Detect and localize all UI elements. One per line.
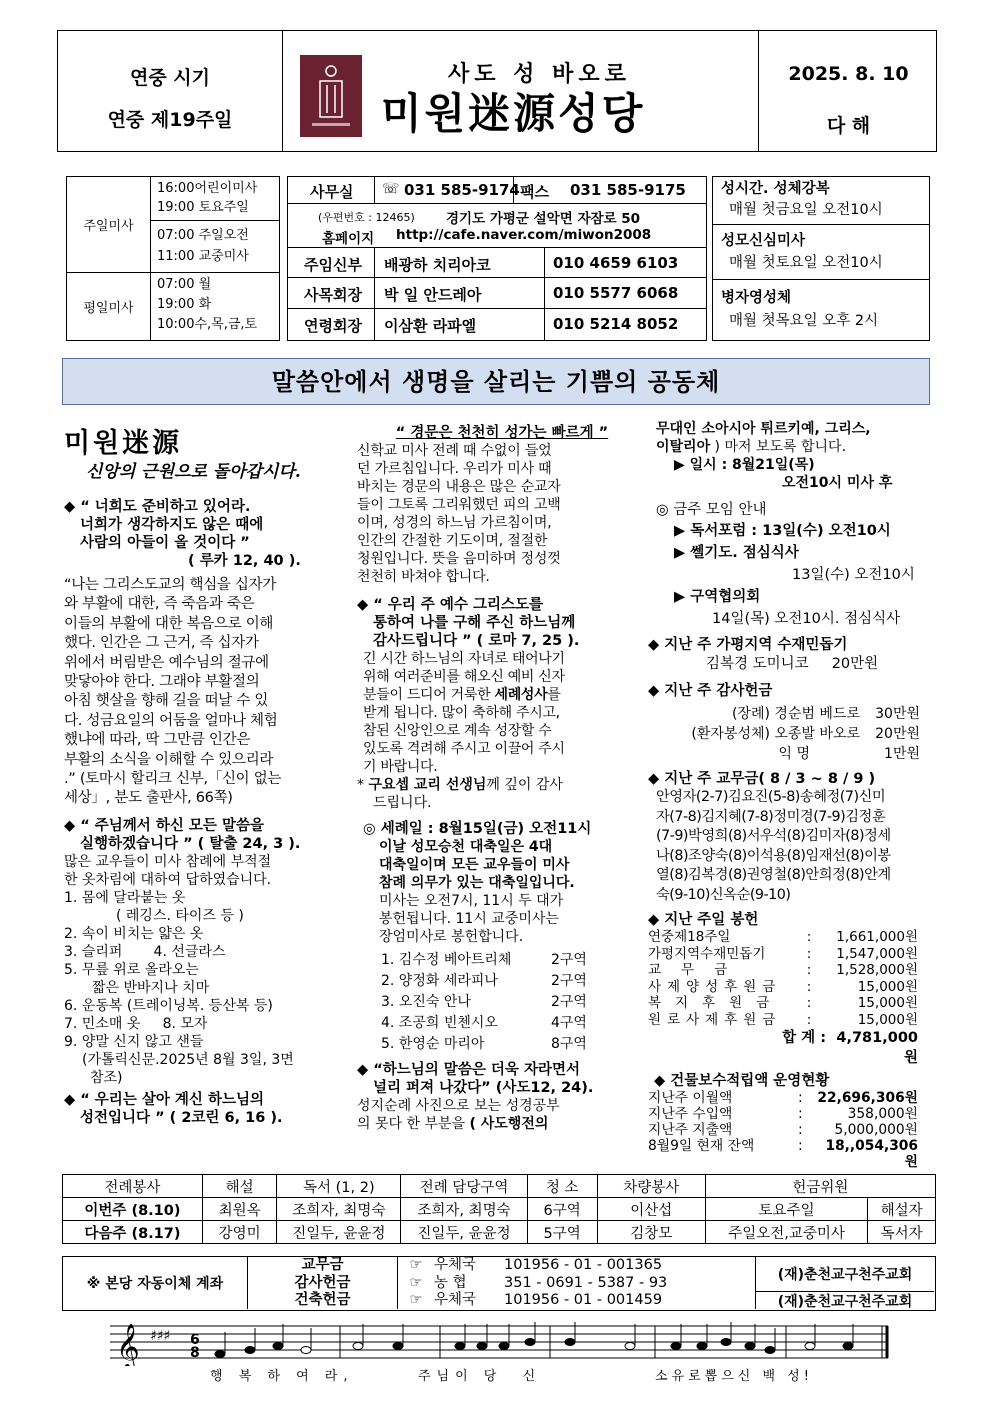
office-row: 사무실 ☏ 031 585-9174 팩스 031 585-9175 bbox=[288, 177, 706, 204]
special-mass-box bbox=[712, 176, 930, 341]
pilgrimage-paragraph: 성지순례 사진으로 보는 성경공부 의 못다 한 부분을 ( 사도행전의 bbox=[357, 1098, 560, 1132]
season-cell bbox=[58, 31, 283, 151]
scripture-quote: ◆ “ 주님께서 하신 모든 말씀을 실행하겠습니다 ” ( 탈출 24, 3 ). bbox=[64, 817, 301, 852]
slogan-text: 신앙의 근원으로 돌아갑시다. bbox=[86, 462, 301, 482]
special-item: 성시간. 성체강복 매월 첫금요일 오전10시 bbox=[713, 177, 929, 225]
list-item: ☞ 농 협 351 - 0691 - 5387 - 93 bbox=[398, 1275, 755, 1293]
list-item: 1. 김수정 베아트리체 2구역 bbox=[381, 952, 587, 968]
list-item: 연중제18주일 : 1,661,000원 bbox=[648, 929, 918, 945]
column-right bbox=[648, 420, 938, 1170]
scripture-quote: ◆ “ 우리는 살아 계신 하느님의 성전입니다 ” ( 2코린 6, 16 ). bbox=[64, 1091, 283, 1126]
gift-list bbox=[648, 704, 938, 764]
account-owner: (재)춘천교구천주교회 bbox=[756, 1257, 934, 1292]
phone-icon: ☏ bbox=[382, 181, 400, 197]
scripture-quote: ◆ “하느님의 말씀은 더욱 자라면서 널리 퍼져 나갔다” (사도12, 24). bbox=[357, 1062, 594, 1096]
tithe-list: 안영자(2-7)김요진(5-8)송혜정(7)신미 자(7-8)김지혜(7-8)정미경(7-9)김정훈 (7-9)박영희(8)서우석(8)김미자(8)정세 나(8)조양숙(8)이석용(8)임재선(8)이봉 열(8)김복경(8)권영철(8)안희정(8)안계 숙(9-10)신옥순(9-10) bbox=[656, 789, 891, 903]
relief-line: 김복경 도미니코 20만원 bbox=[706, 656, 879, 672]
list-item: 지난주 지출액 : 5,000,000원 bbox=[648, 1122, 918, 1138]
list-item: 8월9일 현재 잔액 : 18,,054,306원 bbox=[648, 1138, 918, 1170]
church-name: 미원迷源성당 bbox=[381, 89, 646, 138]
service-table bbox=[62, 1174, 936, 1244]
pointing-hand-icon: ☞ bbox=[409, 1274, 423, 1291]
church-logo-icon bbox=[300, 55, 362, 137]
pointing-hand-icon: ☞ bbox=[409, 1292, 423, 1308]
list-item: 교무금 : 1,528,000원 bbox=[648, 962, 918, 978]
section-title: ◆ 지난 주 감사헌금 bbox=[648, 683, 773, 699]
meeting-title: ◎ 금주 모임 안내 bbox=[656, 502, 767, 518]
contact-box bbox=[287, 176, 707, 341]
contact-row: 연령회장 이삼환 라파엘 010 5214 8052 bbox=[288, 309, 706, 340]
address-block: (우편번호 : 12465) 경기도 가평군 설악면 자잠로 50 홈페이지 http://cafe.naver.com/miwon2008 bbox=[288, 204, 706, 248]
list-item: 3. 오진숙 안나 2구역 bbox=[381, 994, 587, 1010]
list-item: 익 명 1만원 bbox=[778, 746, 920, 762]
svg-text:8: 8 bbox=[190, 1345, 200, 1361]
section-title: ◆ 지난 주 가평지역 수재민돕기 bbox=[648, 637, 848, 653]
list-item: ☞ 우체국 101956 - 01 - 001365 bbox=[398, 1257, 755, 1275]
section-title: ◆ 건물보수적립액 운영현황 bbox=[654, 1073, 830, 1089]
meeting-list: ▶ 독서포럼 : 13일(수) 오전10시 ▶ 쎌기도. 점심식사 13일(수) 오전10시 ▶ 구역협의회 14일(목) 오전10시. 점심식사 bbox=[674, 523, 915, 627]
list-item: 사제양성후원금 : 15,000원 bbox=[648, 978, 918, 995]
pilgrimage-date: ▶ 일시 : 8월21일(목) 오전10시 미사 후 bbox=[674, 457, 893, 491]
baptism-date: ◎ 세례일 : 8월15일(금) 오전11시 bbox=[363, 821, 592, 837]
table-header-row: 전례봉사 해설 독서 (1, 2) 전례 담당구역 청 소 차량봉사 헌금위원 bbox=[63, 1175, 936, 1198]
mass-info: 미사는 오전7시, 11시 두 대가 봉헌됩니다. 11시 교중미사는 장엄미사로 봉헌합니다. bbox=[379, 893, 564, 945]
column-middle bbox=[357, 424, 647, 1133]
baptism-paragraph: 긴 시간 하느님의 자녀로 태어나기 위해 여러준비를 해오신 예비 신자 분들이 드디어 거룩한 세례성사를 받게 됩니다. 많이 축하해 주시고, 참된 신앙인으로 계속 성장할 수 있도록 격려해 주시고 이끌어 주시 기 바랍니다. bbox=[363, 651, 565, 775]
contact-row: 주임신부 배광하 치리아코 010 4659 6103 bbox=[288, 248, 706, 278]
list-item: 지난주 이월액 : 22,696,306원 bbox=[648, 1090, 918, 1106]
offering-total: 합 계 : 4,781,000원 bbox=[782, 1030, 918, 1066]
date-cell bbox=[759, 31, 938, 151]
section-title: ◆ 지난 주일 봉헌 bbox=[648, 912, 759, 928]
account-numbers bbox=[398, 1257, 756, 1309]
miwon-logo-text: 미원迷源 bbox=[64, 428, 183, 459]
svg-text:♯♯♯: ♯♯♯ bbox=[150, 1328, 171, 1344]
contact-row: 사목회장 박 일 안드레아 010 5577 6068 bbox=[288, 278, 706, 309]
weekday-times: 07:00 월 19:00 화 10:00수,목,금,토 bbox=[157, 277, 258, 332]
assumption-note: 이날 성모승천 대축일은 4대 대축일이며 모든 교우들이 미사 참례 의무가 있는 대축일입니다. bbox=[379, 839, 575, 891]
sunday-times-b: 07:00 주일오전 11:00 교중미사 bbox=[151, 221, 279, 273]
table-row: 이번주 (8.10) 최원옥 조희자, 최명숙 조희자, 최명숙 6구역 이산섭 토요주일 해설자 bbox=[63, 1198, 936, 1221]
offering-list bbox=[648, 929, 938, 1068]
list-item: 가평지역수재민돕기 : 1,547,000원 bbox=[648, 945, 918, 962]
scripture-quote: ◆ “ 너희도 준비하고 있어라. 너희가 생각하지도 않은 때에 사람의 아들이 올 것이다 ” ( 루카 12, 40 ). bbox=[64, 499, 301, 569]
building-fund-list bbox=[648, 1090, 938, 1170]
season-text: 연중 시기 bbox=[129, 67, 211, 89]
bulletin-header bbox=[57, 30, 937, 152]
motto-banner bbox=[62, 358, 930, 405]
list-item: ☞ 우체국 101956 - 01 - 001459 bbox=[398, 1292, 755, 1310]
liturgy-paragraph: 신학교 미사 전례 때 수없이 들었 던 가르침입니다. 우리가 미사 때 바치는 경문의 내용은 많은 순교자 들이 그토록 그리워했던 피의 고백 이며, 성경의 하느님 가르침이며, 인간의 간절한 기도이며, 절절한 청원입니다. 뜻을 음미하며 정성껏 천천히 바쳐야 합니다. bbox=[357, 443, 561, 585]
svg-text:6: 6 bbox=[190, 1332, 200, 1348]
fund-types: 교무금 감사헌금 건축헌금 bbox=[248, 1257, 398, 1309]
table-row: 다음주 (8.17) 강영미 진일두, 윤윤정 진일두, 윤윤정 5구역 김창모 주일오전,교중미사 독서자 bbox=[63, 1221, 936, 1244]
lyrics-line: 소유로뽑으신 백 성! bbox=[655, 1369, 813, 1384]
account-owner: (재)춘천교구천주교회 bbox=[777, 1293, 913, 1310]
reflection-paragraph: “나는 그리스도교의 핵심을 십자가 와 부활에 대한, 즉 죽음과 죽은 이들의 부활에 대한 복음으로 이해 했다. 인간은 그 근거, 즉 십자가 위에서 버림받은 예수님의 절규에 맞닿아야 한다. 그래야 부활절의 아침 햇살을 향해 길을 떠날 수 있 다. 성금요일의 어둠을 얼마나 체험 했냐에 따라, 딱 그만큼 인간은 부활의 소식을 이해할 수 있으리라 .” (토마시 할리크 신부,「신이 없는 세상」, 분도 출판사, 66쪽) bbox=[64, 577, 282, 807]
mass-times-box bbox=[66, 176, 280, 341]
list-item: 5. 한영순 마리아 8구역 bbox=[381, 1036, 587, 1052]
special-item: 병자영성체 매월 첫목요일 오후 2시 bbox=[721, 290, 879, 329]
special-item: 성모신심미사 매월 첫토요일 오전10시 bbox=[713, 225, 929, 280]
motto-text: 말씀안에서 생명을 살리는 기쁨의 공동체 bbox=[271, 367, 721, 396]
sunday-mass-label: 주일미사 bbox=[67, 177, 151, 273]
scripture-quote: ◆ “ 우리 주 예수 그리스도를 통하여 나를 구해 주신 하느님께 감사드립니다 ” ( 로마 7, 25 ). bbox=[357, 597, 580, 649]
cycle-text: 다 해 bbox=[826, 115, 871, 137]
sunday-text: 연중 제19주일 bbox=[107, 109, 233, 131]
list-item: (환자봉성체) 오종발 바오로 20만원 bbox=[691, 726, 920, 742]
section-title: “ 경문은 천천히 성가는 빠르게 ” bbox=[395, 425, 609, 441]
date-text: 2025. 8. 10 bbox=[788, 63, 909, 85]
homepage-link[interactable]: http://cafe.naver.com/miwon2008 bbox=[396, 227, 652, 243]
list-item: 4. 조공희 빈첸시오 4구역 bbox=[381, 1015, 587, 1031]
sunday-times-a: 16:00어린이미사 19:00 토요주일 bbox=[151, 177, 279, 221]
thanks-note: * 구요셉 교리 선생님께 깊이 감사 드립니다. bbox=[357, 777, 563, 811]
church-subtitle: 사도 성 바오로 bbox=[448, 62, 631, 87]
weekday-mass-label: 평일미사 bbox=[67, 273, 151, 340]
pointing-hand-icon: ☞ bbox=[409, 1257, 423, 1273]
list-item: 지난주 수입액 : 358,000원 bbox=[648, 1106, 918, 1122]
section-title: ◆ 지난 주 교무금( 8 / 3 ~ 8 / 9 ) bbox=[648, 771, 876, 787]
svg-text:𝄞: 𝄞 bbox=[116, 1324, 140, 1366]
dresscode-paragraph: 많은 교우들이 미사 참례에 부적절 한 옷차림에 대하여 답하였습니다. 1. 몸에 달라붙는 옷 ( 레깅스. 타이즈 등 ) 2. 속이 비치는 얇은 옷 3. 슬리퍼 4. 선글라스 5. 무릎 위로 올라오는 짧은 반바지나 치마 6. 운동복 (트레이닝복. 등산복 등) 7. 민소매 옷 8. 모자 9. 양말 신지 않고 샌들 (가톨릭신문.2025년 8월 3일, 3면 참조) bbox=[64, 853, 294, 1086]
pilgrimage-continued: 무대인 소아시아 튀르키예, 그리스, 이탈리아 ) 마저 보도록 합니다. bbox=[656, 421, 871, 455]
bank-account-box bbox=[62, 1256, 936, 1311]
lyrics-line: 주님이 당 신 bbox=[418, 1369, 542, 1384]
list-item: (장례) 경순범 베드로 30만원 bbox=[731, 706, 920, 722]
list-item: 원로사제후원금 : 15,000원 bbox=[648, 1011, 918, 1028]
music-staff-icon bbox=[110, 1318, 900, 1366]
baptism-names bbox=[357, 950, 647, 1055]
lyrics-line: 행 복 하 여 라, bbox=[210, 1369, 354, 1384]
column-left bbox=[64, 428, 354, 1127]
bank-label: ※ 본당 자동이체 계좌 bbox=[63, 1257, 248, 1309]
list-item: 2. 양정화 세라피나 2구역 bbox=[381, 973, 587, 989]
list-item: 복지후원금 : 15,000원 bbox=[648, 995, 918, 1011]
church-title-cell bbox=[283, 31, 759, 151]
